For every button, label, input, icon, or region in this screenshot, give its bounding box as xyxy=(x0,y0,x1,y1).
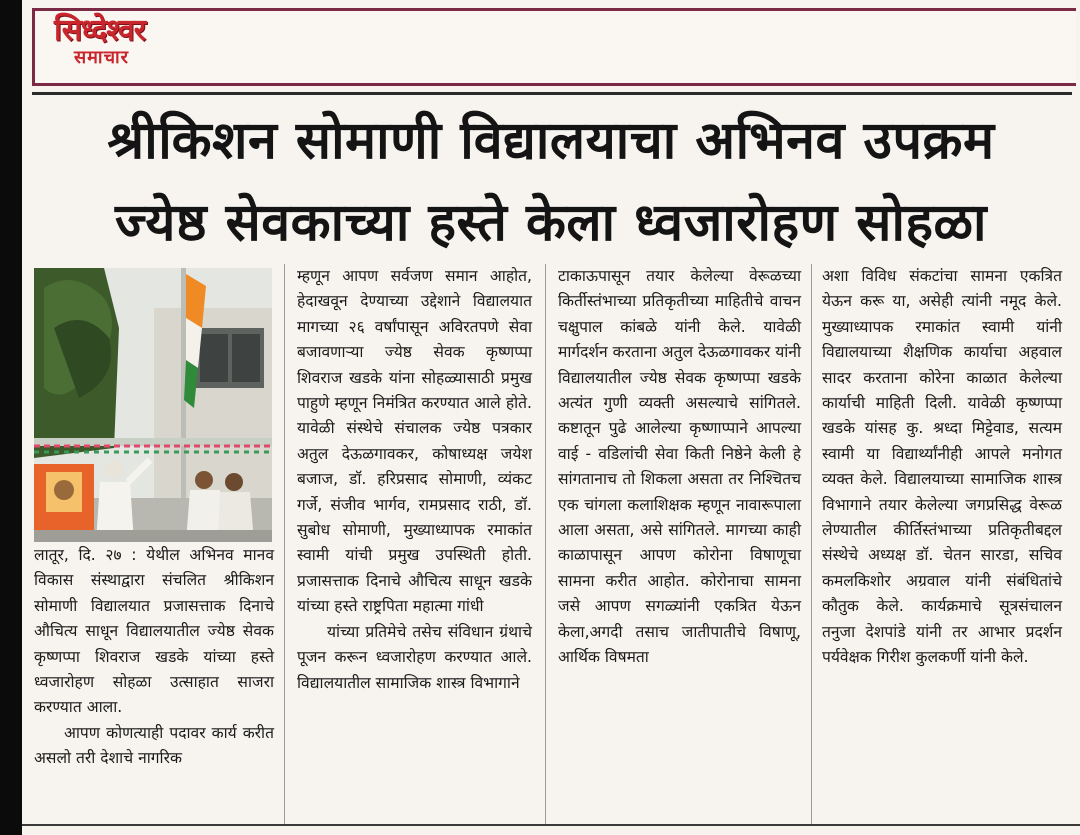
article-column-2 xyxy=(297,264,532,696)
article-column-3 xyxy=(558,264,801,671)
article-column-1 xyxy=(34,543,274,772)
headline-line-1: श्रीकिशन सोमाणी विद्यालयाचा अभिनव उपक्रम xyxy=(107,111,995,171)
column-divider xyxy=(284,264,285,824)
article-paragraph: टाकाऊपासून तयार केलेल्या वेरूळच्या किर्तीस्तंभाच्या प्रतिकृतीच्या माहितीचे वाचन चक्षुपाल कांबळे यांनी केले. यावेळी मार्गदर्शन करताना अतुल देऊळगावकर यांनी विद्यालयातील ज्येष्ठ सेवक कृष्णप्पा खडके अत्यंत गुणी व्यक्ती असल्याचे सांगितले. कष्टातून पुढे आलेल्या कृष्णाप्पाने आपल्या वाई - वडिलांची सेवा किती निष्ठेने केली हे सांगतानाच तो शिकला असता तर निश्चितच एक चांगला कलाशिक्षक म्हणून नावारूपाला आला असता, असे सांगितले. मागच्या काही काळापासून आपण कोरोना विषाणूचा सामना करीत आहोत. कोरोनाचा सामना जसे आपण सगळ्यांनी एकत्रित येऊन केला,अगदी तसाच जातीपातीचे विषाणू, आर्थिक विषमता xyxy=(558,267,801,667)
masthead-name: सिध्देश्वर xyxy=(54,13,145,48)
masthead-rule xyxy=(32,92,1072,95)
bottom-rule xyxy=(22,824,1080,826)
flag-hoisting-photo xyxy=(34,268,272,542)
masthead-logo xyxy=(54,14,204,68)
article-column-4 xyxy=(822,264,1062,671)
photo-illustration xyxy=(34,268,272,542)
scan-edge xyxy=(0,0,22,835)
article-paragraph: अशा विविध संकटांचा सामना एकत्रित येऊन करू या, असेही त्यांनी नमूद केले. मुख्याध्यापक रमाकांत स्वामी यांनी विद्यालयाच्या शैक्षणिक कार्याचा अहवाल सादर करताना कोरेना काळात केलेल्या कार्याची माहिती दिली. यावेळी कृष्णप्पा खडके यांसह कु. श्रध्दा मिट्टेवाड, सत्यम स्वामी या विद्यार्थ्यांनीही आपले मनोगत व्यक्त केले. विद्यालयाच्या सामाजिक शास्त्र विभागाने तयार केलेल्या जगप्रसिद्ध वेरूळ लेण्यातील कीर्तिस्तंभाच्या प्रतिकृतीबद्दल संस्थेचे अध्यक्ष डॉ. चेतन सारडा, सचिव कमलकिशोर अग्रवाल यांनी संबंधितांचे कौतुक केले. कार्यक्रमाचे सूत्रसंचालन तनुजा देशपांडे यांनी तर आभार प्रदर्शन पर्यवेक्षक गिरीश कुलकर्णी यांनी केले. xyxy=(822,267,1062,667)
article-paragraph: आपण कोणत्याही पदावर कार्य करीत असलो तरी देशाचे नागरिक xyxy=(34,723,274,768)
article-paragraph: यांच्या प्रतिमेचे तसेच संविधान ग्रंथाचे पूजन करून ध्वजारोहण करण्यात आले. विद्यालयातील सामाजिक शास्त्र विभागाने xyxy=(297,622,532,692)
headline-line-2: ज्येष्ठ सेवकाच्या हस्ते केला ध्वजारोहण सोहळा xyxy=(114,193,988,253)
article-paragraph: लातूर, दि. २७ : येथील अभिनव मानव विकास संस्थाद्वारा संचलित श्रीकिशन सोमाणी विद्यालयात प्रजासत्ताक दिनाचे औचित्य साधून विद्यालयातील ज्येष्ठ सेवक कृष्णप्पा शिवराज खडके यांच्या हस्ते ध्वजारोहण सोहळा उत्साहात साजरा करण्यात आला. xyxy=(34,546,274,717)
column-divider xyxy=(545,264,546,824)
masthead-subtitle: समाचार xyxy=(74,47,130,68)
article-paragraph: म्हणून आपण सर्वजण समान आहोत, हेदाखवून देण्याच्या उद्देशाने विद्यालयात मागच्या २६ वर्षांपासून अविरतपणे सेवा बजावणाऱ्या ज्येष्ठ सेवक कृष्णप्पा शिवराज खडके यांना सोहळ्यासाठी प्रमुख पाहुणे म्हणून निमंत्रित करण्यात आले होते. यावेळी संस्थेचे संचालक ज्येष्ठ पत्रकार अतुल देऊळगावकर, कोषाध्यक्ष जयेश बजाज, डॉ. हरिप्रसाद सोमाणी, व्यंकट गर्जे, संजीव भार्गव, रामप्रसाद राठी, डॉ. सुबोध सोमाणी, मुख्याध्यापक रमाकांत स्वामी यांची प्रमुख उपस्थिती होती. प्रजासत्ताक दिनाचे औचित्य साधून खडके यांच्या हस्ते राष्ट्रपिता महात्मा गांधी xyxy=(297,267,532,616)
column-divider xyxy=(811,264,812,824)
